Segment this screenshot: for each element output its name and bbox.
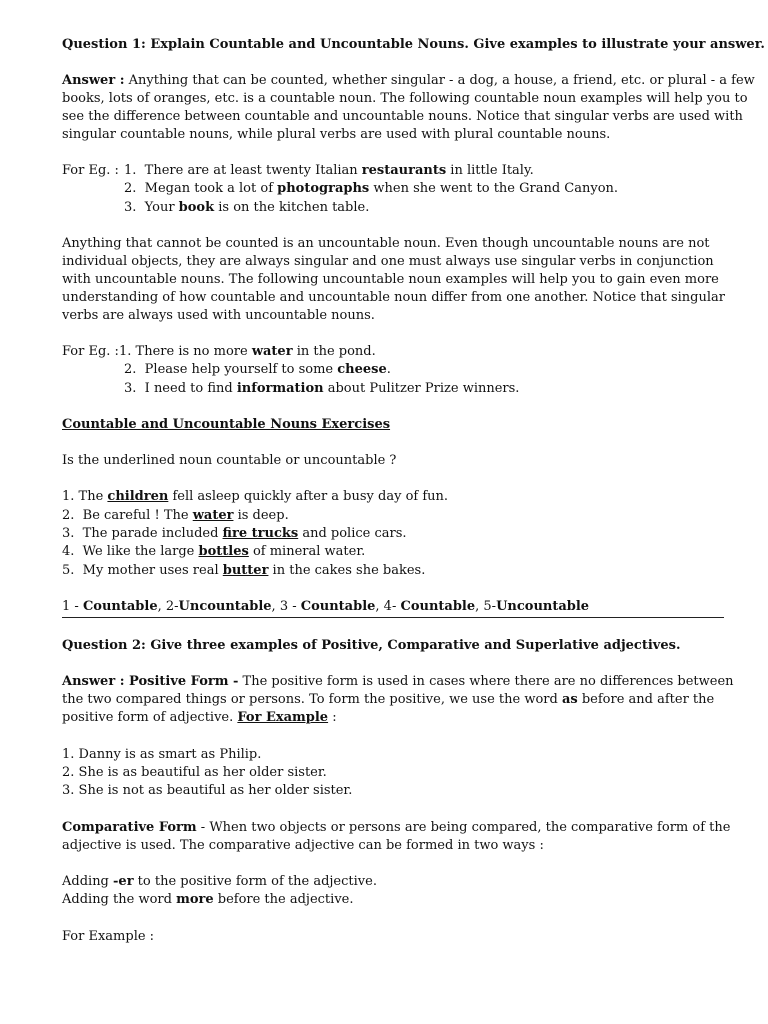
adding-more-line: Adding the word more before the adjective. [62,892,354,907]
uncountable-eg-label: For Eg. : [62,344,119,359]
q2-comparative-line-1: Comparative Form - When two objects or persons are being compared, the comparative form of the [62,820,731,835]
uncountable-example-2: 2. Please help yourself to some cheese. [124,362,391,377]
answer-label: Answer : [62,73,125,88]
exercise-item-1: 1. The children fell asleep quickly after a busy day of fun. [62,489,449,504]
section-divider [62,617,724,618]
comparative-for-example: For Example : [62,929,155,944]
exercise-item-5: 5. My mother uses real butter in the cakes she bakes. [62,563,426,578]
question-1-heading: Question 1: Explain Countable and Uncountable Nouns. Give examples to illustrate your answer. [62,37,765,52]
q1-para2-line-3: with uncountable nouns. The following uncountable noun examples will help you to gain even more [62,272,719,287]
q1-para2-line-2: individual objects, they are always singular and one must always use singular verbs in conjunction [62,254,714,269]
positive-example-3: 3. She is not as beautiful as her older sister. [62,783,353,798]
countable-eg-label: For Eg. : [62,163,119,178]
uncountable-example-1: 1. There is no more water in the pond. [119,344,376,359]
exercises-prompt: Is the underlined noun countable or uncountable ? [62,453,397,468]
q1-answer-line-4: singular countable nouns, while plural verbs are used with plural countable nouns. [62,127,611,142]
q1-answer-line-3: see the difference between countable and uncountable nouns. Notice that singular verbs are used with [62,109,743,124]
positive-example-1: 1. Danny is as smart as Philip. [62,747,262,762]
exercise-item-3: 3. The parade included fire trucks and police cars. [62,526,407,541]
q2-positive-line-2: the two compared things or persons. To form the positive, we use the word as before and after the [62,692,715,707]
exercise-item-2: 2. Be careful ! The water is deep. [62,508,289,523]
exercises-title: Countable and Uncountable Nouns Exercises [62,417,391,432]
question-2-heading: Question 2: Give three examples of Positive, Comparative and Superlative adjectives. [62,638,681,653]
uncountable-example-3: 3. I need to find information about Pulitzer Prize winners. [124,381,520,396]
countable-example-2: 2. Megan took a lot of photographs when she went to the Grand Canyon. [124,181,619,196]
countable-example-3: 3. Your book is on the kitchen table. [124,200,370,215]
exercise-item-4: 4. We like the large bottles of mineral water. [62,544,366,559]
q2-comparative-line-2: adjective is used. The comparative adjective can be formed in two ways : [62,838,544,853]
adding-er-line: Adding -er to the positive form of the adjective. [62,874,377,889]
positive-example-2: 2. She is as beautiful as her older sister. [62,765,327,780]
q1-para2-line-1: Anything that cannot be counted is an uncountable noun. Even though uncountable nouns are not [62,236,710,251]
q1-para2-line-5: verbs are always used with uncountable nouns. [62,308,375,323]
exercise-answers: 1 - Countable, 2-Uncountable, 3 - Countable, 4- Countable, 5-Uncountable [62,599,590,614]
q2-positive-line-3: positive form of adjective. For Example : [62,710,337,725]
q1-para2-line-4: understanding of how countable and uncountable noun differ from one another. Notice that singular [62,290,725,305]
q1-answer-line-2: books, lots of oranges, etc. is a countable noun. The following countable noun examples will help you to [62,91,748,106]
q1-answer-line-1: Answer : Anything that can be counted, whether singular - a dog, a house, a friend, etc. or plural - a few [62,73,755,88]
countable-example-1: 1. There are at least twenty Italian restaurants in little Italy. [124,163,534,178]
q2-positive-line-1: Answer : Positive Form - The positive form is used in cases where there are no differences between [62,674,734,689]
